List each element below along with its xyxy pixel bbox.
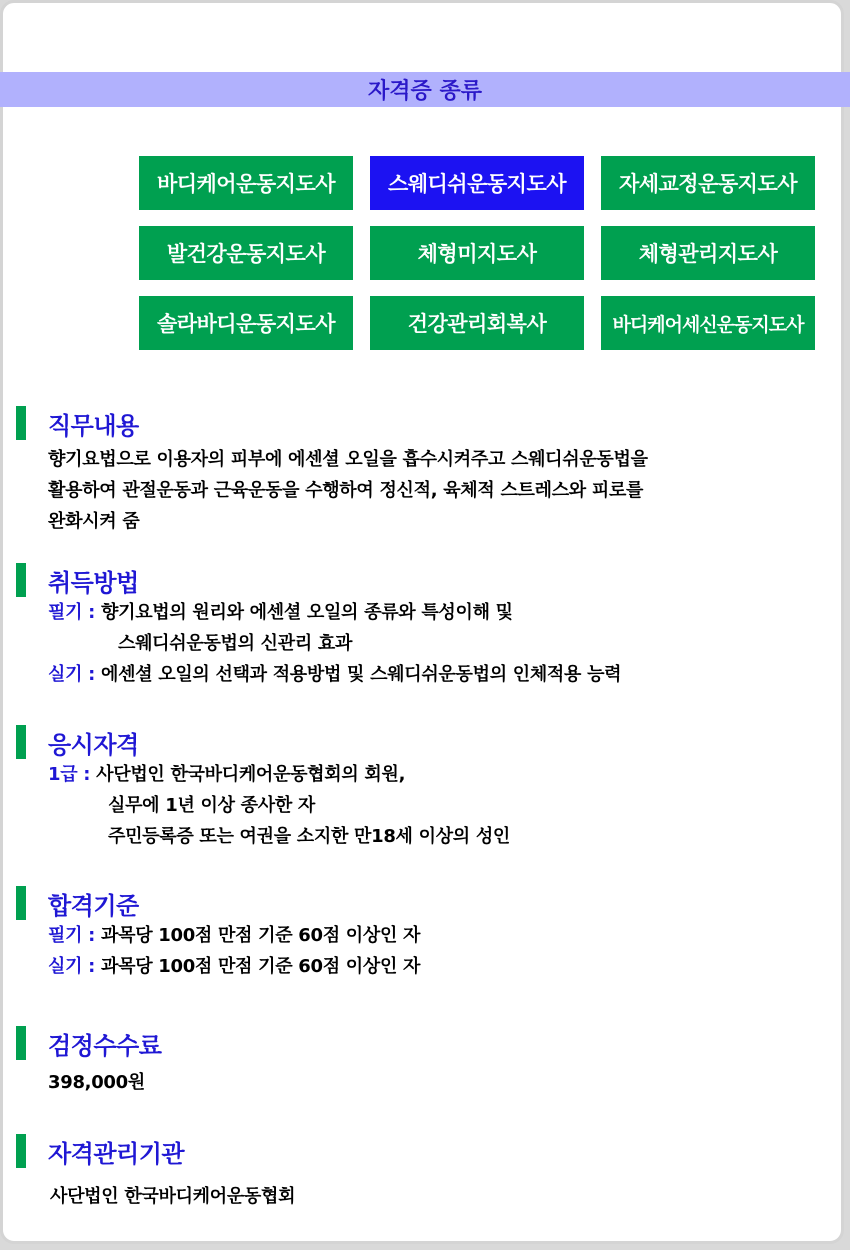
cert-button-swedish[interactable]: 스웨디쉬운동지도사 xyxy=(370,156,584,210)
section-agency-body xyxy=(50,1181,836,1212)
section-acquire-header xyxy=(16,563,836,597)
section-fee-title: 검정수수료 xyxy=(48,1031,162,1060)
acquire-practical: 에센셜 오일의 선택과 적용방법 및 스웨디쉬운동법의 인체적용 능력 xyxy=(101,664,622,685)
section-marker xyxy=(16,563,26,597)
section-fee-header xyxy=(16,1026,836,1060)
section-eligibility-header xyxy=(16,725,836,759)
section-job xyxy=(16,406,836,537)
cert-button-body-beauty[interactable]: 체형미지도사 xyxy=(370,226,584,280)
job-line: 완화시켜 줌 xyxy=(48,511,140,532)
section-fee-body xyxy=(48,1067,836,1098)
page-title-bar xyxy=(0,72,850,107)
acquire-written-1: 향기요법의 원리와 에센셜 오일의 종류와 특성이해 및 xyxy=(101,602,513,623)
acquire-written-2: 스웨디쉬운동법의 신관리 효과 xyxy=(118,633,353,654)
practical-label: 실기 : xyxy=(48,664,96,685)
cert-button-health-recovery[interactable]: 건강관리회복사 xyxy=(370,296,584,350)
fee-amount: 398,000원 xyxy=(48,1072,145,1093)
cert-button-bodycare[interactable]: 바디케어운동지도사 xyxy=(139,156,353,210)
section-acquire-body xyxy=(48,597,836,690)
written-label: 필기 : xyxy=(48,925,96,946)
section-marker xyxy=(16,1026,26,1060)
section-agency xyxy=(16,1134,836,1212)
section-pass-title: 합격기준 xyxy=(48,891,139,920)
section-pass-body xyxy=(48,920,836,982)
cert-button-foot-health[interactable]: 발건강운동지도사 xyxy=(139,226,353,280)
cert-button-grid xyxy=(139,156,816,350)
eligibility-line-1: 사단법인 한국바디케어운동협회의 회원, xyxy=(96,764,406,785)
pass-written: 과목당 100점 만점 기준 60점 이상인 자 xyxy=(101,925,421,946)
section-agency-title: 자격관리기관 xyxy=(48,1139,185,1168)
section-fee xyxy=(16,1026,836,1098)
eligibility-line-3: 주민등록증 또는 여권을 소지한 만18세 이상의 성인 xyxy=(108,826,511,847)
section-marker xyxy=(16,725,26,759)
section-job-title: 직무내용 xyxy=(48,411,139,440)
cert-button-bodycare-sesin[interactable]: 바디케어세신운동지도사 xyxy=(601,296,815,350)
job-line: 향기요법으로 이용자의 피부에 에센셜 오일을 흡수시켜주고 스웨디쉬운동법을 xyxy=(48,449,648,470)
job-line: 활용하여 관절운동과 근육운동을 수행하여 정신적, 육체적 스트레스와 피로를 xyxy=(48,480,644,501)
written-label: 필기 : xyxy=(48,602,96,623)
grade-label: 1급 : xyxy=(48,764,91,785)
eligibility-line-2: 실무에 1년 이상 종사한 자 xyxy=(108,795,315,816)
page-title: 자격증 종류 xyxy=(368,79,482,104)
section-acquire-title: 취득방법 xyxy=(48,568,139,597)
section-pass xyxy=(16,886,836,982)
cert-button-posture[interactable]: 자세교정운동지도사 xyxy=(601,156,815,210)
pass-practical: 과목당 100점 만점 기준 60점 이상인 자 xyxy=(101,956,421,977)
agency-name: 사단법인 한국바디케어운동협회 xyxy=(50,1186,296,1207)
section-acquire xyxy=(16,563,836,690)
cert-button-body-management[interactable]: 체형관리지도사 xyxy=(601,226,815,280)
section-eligibility xyxy=(16,725,836,852)
section-job-body xyxy=(48,444,836,537)
section-agency-header xyxy=(16,1134,836,1168)
section-job-header xyxy=(16,406,836,440)
practical-label: 실기 : xyxy=(48,956,96,977)
section-marker xyxy=(16,886,26,920)
cert-button-solar-body[interactable]: 솔라바디운동지도사 xyxy=(139,296,353,350)
section-marker xyxy=(16,1134,26,1168)
section-marker xyxy=(16,406,26,440)
section-pass-header xyxy=(16,886,836,920)
section-eligibility-body xyxy=(48,759,836,852)
section-eligibility-title: 응시자격 xyxy=(48,730,139,759)
